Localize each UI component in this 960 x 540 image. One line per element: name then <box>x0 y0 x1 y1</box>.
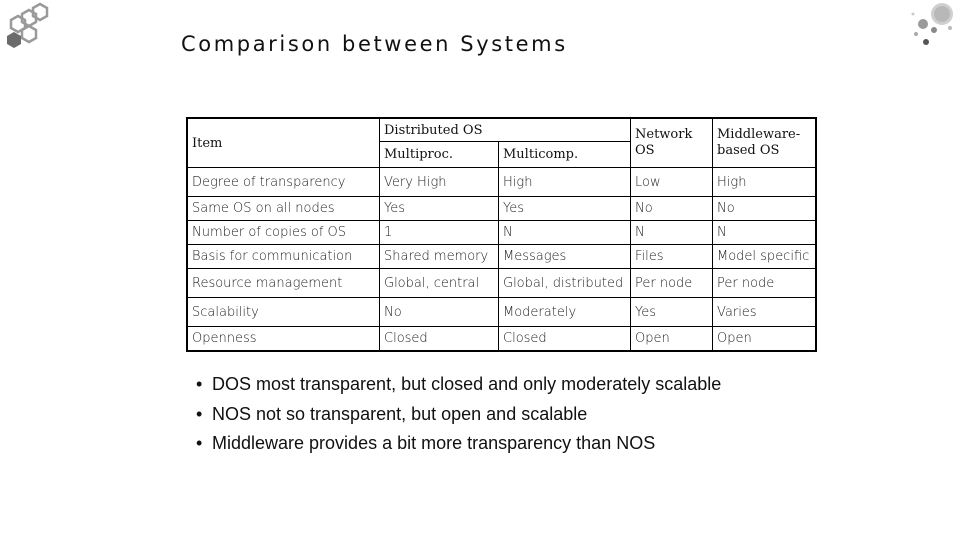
cell-middleware: Model specific <box>713 245 817 269</box>
table-header-row <box>187 118 816 142</box>
cell-item: Degree of transparency <box>187 168 380 197</box>
cell-network: No <box>631 197 713 221</box>
header-multiproc: Multiproc. <box>380 142 499 168</box>
header-multicomp: Multicomp. <box>499 142 631 168</box>
cell-network: Per node <box>631 269 713 298</box>
table-row <box>187 269 816 298</box>
cell-item: Basis for communication <box>187 245 380 269</box>
bullet-marker: • <box>196 433 203 453</box>
cell-item: Scalability <box>187 298 380 327</box>
cell-multiproc: No <box>380 298 499 327</box>
cell-multicomp: Global, distributed <box>499 269 631 298</box>
cell-multiproc: Shared memory <box>380 245 499 269</box>
cell-multiproc: Yes <box>380 197 499 221</box>
table-row <box>187 245 816 269</box>
cell-middleware: Per node <box>713 269 817 298</box>
bullet-text: NOS not so transparent, but open and scalable <box>212 403 588 424</box>
cell-multicomp: High <box>499 168 631 197</box>
cell-multiproc: Very High <box>380 168 499 197</box>
cell-item: Number of copies of OS <box>187 221 380 245</box>
cell-multiproc: 1 <box>380 221 499 245</box>
bullet-item <box>196 370 721 400</box>
header-network-os: Network OS <box>631 118 713 168</box>
cell-middleware: N <box>713 221 817 245</box>
dotted-sphere-decoration <box>890 0 960 56</box>
bullet-item <box>196 429 721 459</box>
cell-middleware: Varies <box>713 298 817 327</box>
cell-middleware: Open <box>713 327 817 352</box>
cell-network: N <box>631 221 713 245</box>
bullet-text: Middleware provides a bit more transparency than NOS <box>212 433 656 453</box>
table-row <box>187 197 816 221</box>
table-row <box>187 168 816 197</box>
cell-multicomp: Closed <box>499 327 631 352</box>
bullet-marker: • <box>196 403 203 424</box>
cell-middleware: No <box>713 197 817 221</box>
summary-bullet-list <box>196 370 721 459</box>
table-row <box>187 221 816 245</box>
header-distributed-os: Distributed OS <box>380 118 631 142</box>
table-row <box>187 327 816 352</box>
cell-item: Openness <box>187 327 380 352</box>
cell-network: Open <box>631 327 713 352</box>
cell-multicomp: Moderately <box>499 298 631 327</box>
header-middleware-os: Middleware-based OS <box>713 118 817 168</box>
slide-title: Comparison between Systems <box>181 32 568 56</box>
cell-middleware: High <box>713 168 817 197</box>
cell-network: Files <box>631 245 713 269</box>
bullet-text: DOS most transparent, but closed and only moderately scalable <box>212 374 722 394</box>
bullet-item <box>196 400 721 430</box>
cell-multiproc: Global, central <box>380 269 499 298</box>
cell-multicomp: Yes <box>499 197 631 221</box>
cell-item: Resource management <box>187 269 380 298</box>
header-item: Item <box>187 118 380 168</box>
table-row <box>187 298 816 327</box>
comparison-table <box>186 117 817 352</box>
cell-network: Low <box>631 168 713 197</box>
cell-multiproc: Closed <box>380 327 499 352</box>
hexagon-cluster-decoration <box>0 0 60 56</box>
cell-multicomp: N <box>499 221 631 245</box>
cell-multicomp: Messages <box>499 245 631 269</box>
cell-network: Yes <box>631 298 713 327</box>
cell-item: Same OS on all nodes <box>187 197 380 221</box>
bullet-marker: • <box>196 374 203 394</box>
